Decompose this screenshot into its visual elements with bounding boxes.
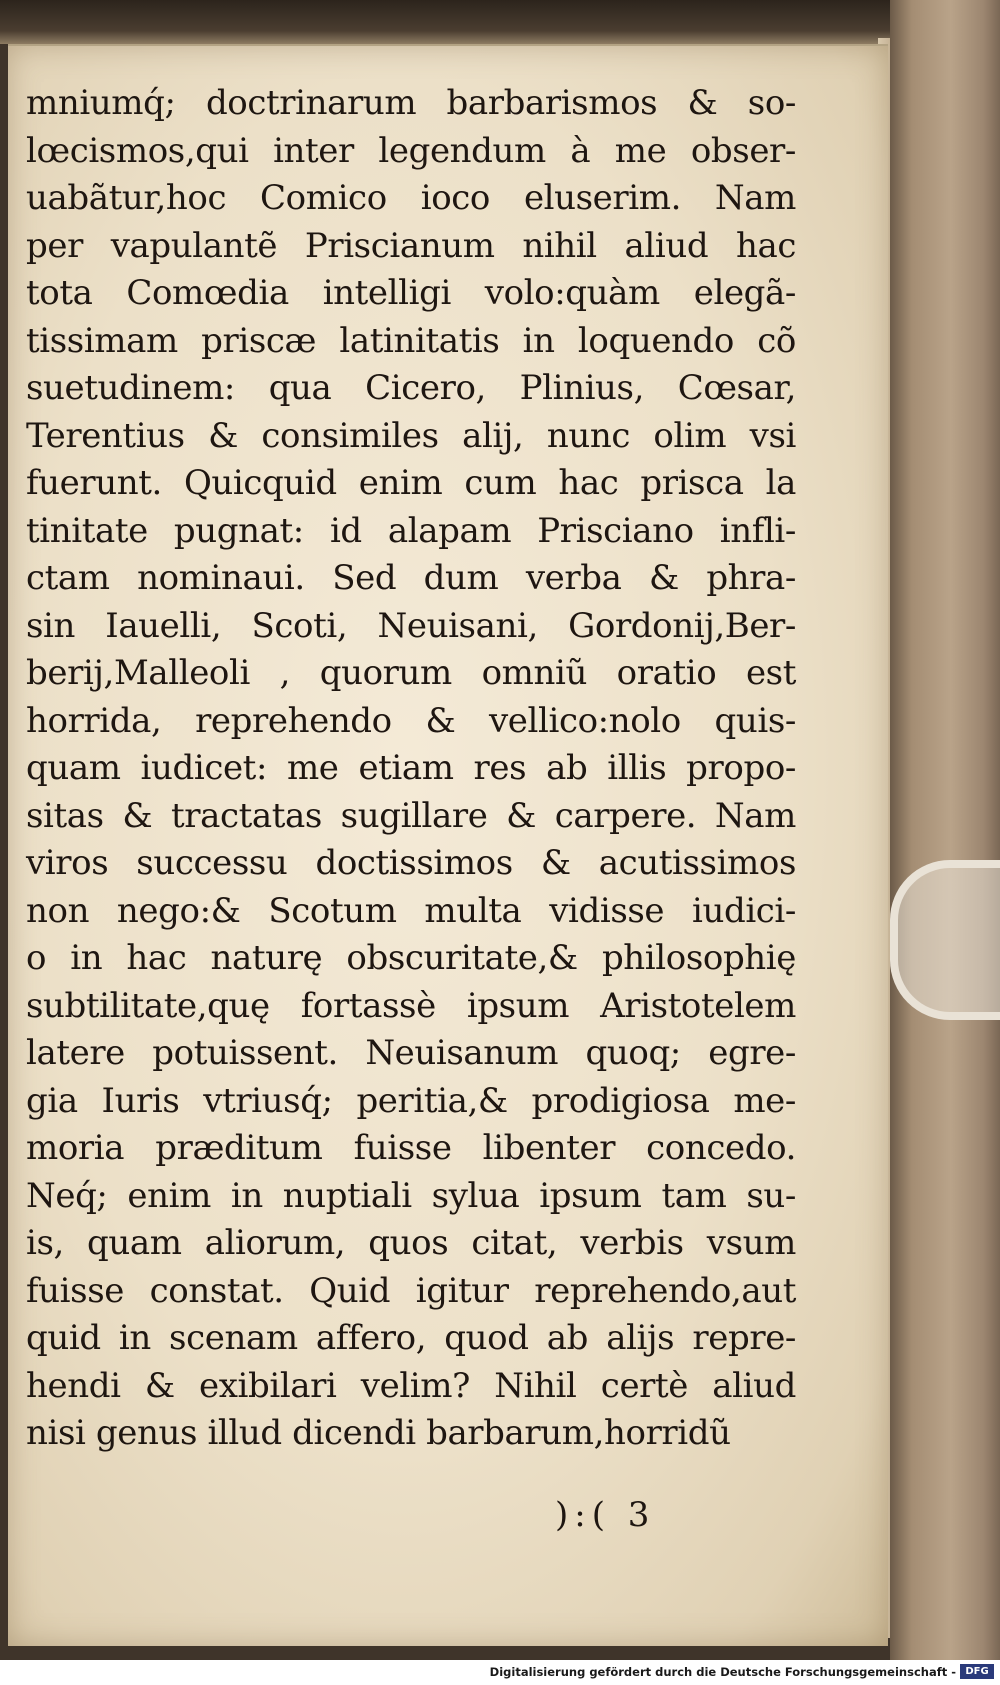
text-line: sitas & tractatas sugillare & carpere. Nam bbox=[26, 795, 796, 836]
funding-credit: Digitalisierung gefördert durch die Deutsche Forschungsgemeinschaft - bbox=[489, 1665, 956, 1679]
text-line: is, quam aliorum, quos citat, verbis vsum bbox=[26, 1223, 796, 1263]
dfg-logo: DFG bbox=[960, 1664, 994, 1679]
text-line: quid in scenam affero, quod ab alijs repre- bbox=[26, 1318, 796, 1358]
text-line: fuerunt. Quicquid enim cum hac prisca la bbox=[26, 463, 796, 503]
text-line: lœcismos,qui inter legendum à me obser- bbox=[26, 130, 796, 171]
page-top-edge bbox=[0, 0, 1000, 44]
text-line: nisi genus illud dicendi barbarum,horridũ bbox=[26, 1413, 731, 1453]
text-line: latere potuissent. Neuisanum quoq; egre- bbox=[26, 1033, 796, 1073]
text-line: berij,Malleoli , quorum omniũ oratio est bbox=[26, 653, 796, 693]
clasp-clip bbox=[890, 860, 1000, 1020]
text-line: Neq́; enim in nuptiali sylua ipsum tam su- bbox=[26, 1175, 796, 1216]
text-line: uabãtur,hoc Comico ioco eluserim. Nam bbox=[26, 178, 796, 218]
text-line: horrida, reprehendo & vellico:nolo quis- bbox=[26, 700, 796, 741]
text-line: viros successu doctissimos & acutissimos bbox=[26, 843, 796, 883]
text-line: moria præditum fuisse libenter concedo. bbox=[26, 1128, 796, 1168]
signature-mark: ):( 3 bbox=[555, 1495, 656, 1535]
text-line: mniumq́; doctrinarum barbarismos & so- bbox=[26, 83, 796, 123]
text-line: tinitate pugnat: id alapam Prisciano infli- bbox=[26, 510, 796, 551]
text-line: suetudinem: qua Cicero, Plinius, Cœsar, bbox=[26, 368, 796, 408]
text-line: gia Iuris vtriusq́; peritia,& prodigiosa me- bbox=[26, 1080, 796, 1121]
text-line: o in hac naturę obscuritate,& philosophię bbox=[26, 938, 796, 978]
text-line: subtilitate,quę fortassè ipsum Aristotelem bbox=[26, 985, 796, 1026]
text-line: tissimam priscæ latinitatis in loquendo cõ bbox=[26, 320, 796, 361]
text-line: hendi & exibilari velim? Nihil certè aliud bbox=[26, 1365, 796, 1406]
text-line: non nego:& Scotum multa vidisse iudici- bbox=[26, 890, 796, 931]
text-line: tota Comœdia intelligi volo:quàm elegã- bbox=[26, 273, 796, 313]
text-line: fuisse constat. Quid igitur reprehendo,aut bbox=[26, 1270, 796, 1311]
book-cover-edge bbox=[890, 0, 1000, 1660]
footer-bar bbox=[0, 1660, 1000, 1685]
text-line: ctam nominaui. Sed dum verba & phra- bbox=[26, 558, 796, 598]
text-line: quam iudicet: me etiam res ab illis propo- bbox=[26, 748, 796, 788]
body-text bbox=[26, 80, 796, 1458]
text-line: Terentius & consimiles alij, nunc olim vsi bbox=[26, 415, 796, 456]
text-line: per vapulantẽ Priscianum nihil aliud hac bbox=[26, 225, 796, 266]
text-line: sin Iauelli, Scoti, Neuisani, Gordonij,Ber- bbox=[26, 605, 796, 646]
